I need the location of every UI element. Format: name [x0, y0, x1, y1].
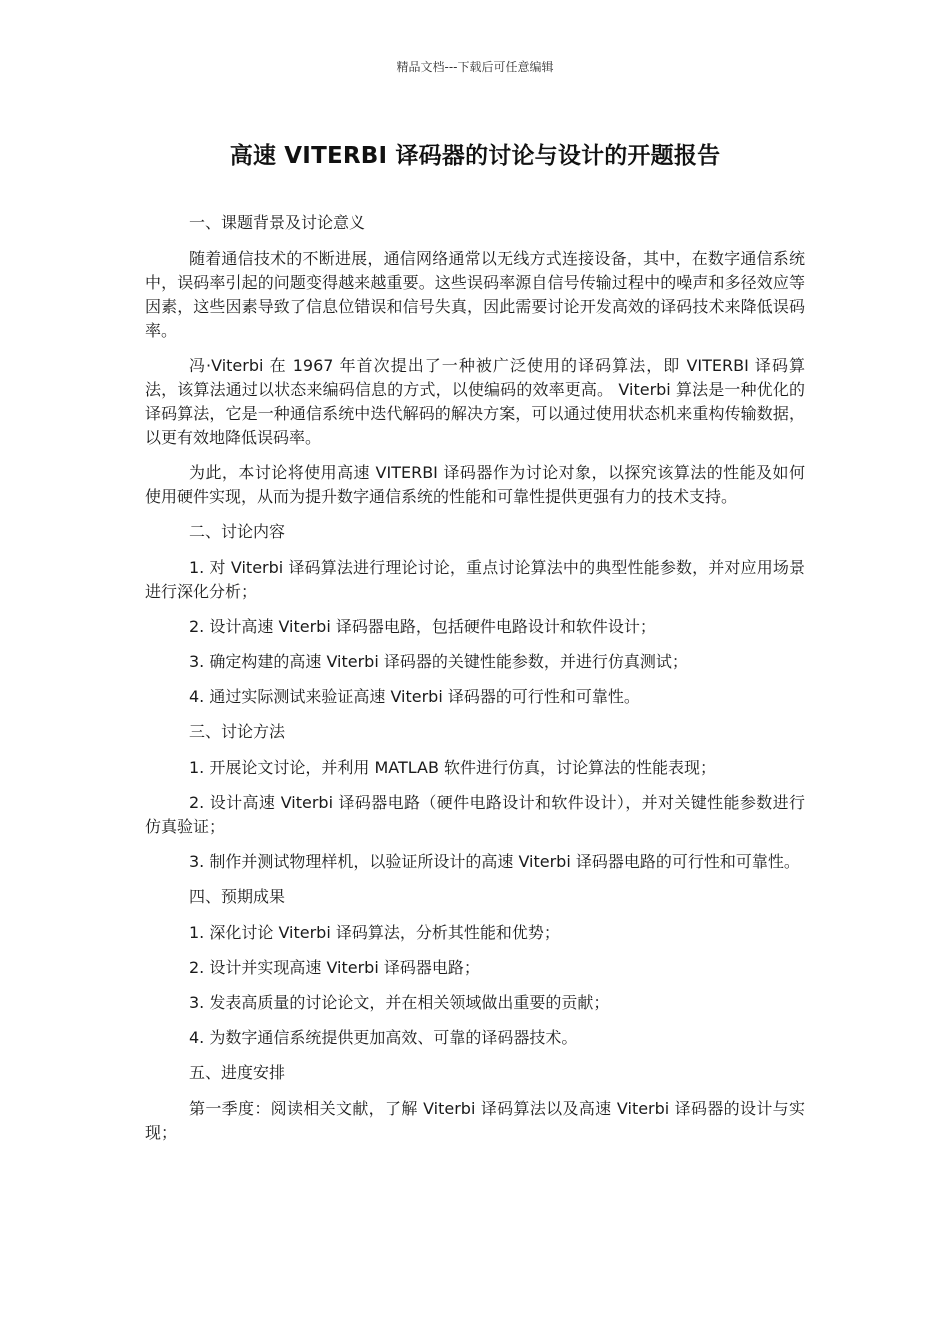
- list-item-method-2: 2. 设计高速 Viterbi 译码器电路（硬件电路设计和软件设计），并对关键性能参数进行仿真验证；: [145, 793, 805, 836]
- section-heading-schedule: 五、进度安排: [189, 1063, 286, 1082]
- paragraph-background-3: 为此，本讨论将使用高速 VITERBI 译码器作为讨论对象，以探究该算法的性能及如何使用硬件实现，从而为提升数字通信系统的性能和可靠性提供更强有力的技术支持。: [145, 463, 805, 506]
- section-heading-content: 二、讨论内容: [189, 522, 286, 541]
- list-item-method-3: 3. 制作并测试物理样机，以验证所设计的高速 Viterbi 译码器电路的可行性和可靠性。: [189, 852, 800, 871]
- list-item-content-2: 2. 设计高速 Viterbi 译码器电路，包括硬件电路设计和软件设计；: [189, 617, 656, 636]
- list-item-content-3: 3. 确定构建的高速 Viterbi 译码器的关键性能参数，并进行仿真测试；: [189, 652, 688, 671]
- section-heading-outcomes: 四、预期成果: [189, 887, 286, 906]
- list-item-method-1: 1. 开展论文讨论，并利用 MATLAB 软件进行仿真，讨论算法的性能表现；: [189, 758, 717, 777]
- list-item-outcome-3: 3. 发表高质量的讨论论文，并在相关领域做出重要的贡献；: [189, 993, 610, 1012]
- document-title: 高速 VITERBI 译码器的讨论与设计的开题报告: [229, 143, 721, 169]
- section-heading-method: 三、讨论方法: [189, 722, 286, 741]
- list-item-outcome-2: 2. 设计并实现高速 Viterbi 译码器电路；: [189, 958, 480, 977]
- section-heading-background: 一、课题背景及讨论意义: [189, 213, 366, 232]
- list-item-content-1: 1. 对 Viterbi 译码算法进行理论讨论，重点讨论算法中的典型性能参数，并对应用场景进行深化分析；: [145, 558, 805, 601]
- paragraph-background-2: 冯·Viterbi 在 1967 年首次提出了一种被广泛使用的译码算法，即 VITERBI 译码算法，该算法通过以状态来编码信息的方式，以使编码的效率更高。 Viterbi 算法是一种优化的译码算法，它是一种通信系统中迭代解码的解决方案，可以通过使用状态机来重构传输数据，以更有效地降低误码率。: [145, 356, 805, 447]
- page-header-note: 精品文档---下载后可任意编辑: [396, 60, 554, 74]
- document-body: [145, 211, 805, 1156]
- paragraph-schedule-1: 第一季度：阅读相关文献，了解 Viterbi 译码算法以及高速 Viterbi 译码器的设计与实现；: [145, 1099, 805, 1142]
- list-item-outcome-4: 4. 为数字通信系统提供更加高效、可靠的译码器技术。: [189, 1028, 578, 1047]
- paragraph-background-1: 随着通信技术的不断进展，通信网络通常以无线方式连接设备，其中，在数字通信系统中，误码率引起的问题变得越来越重要。这些误码率源自信号传输过程中的噪声和多径效应等因素，这些因素导致了信息位错误和信号失真，因此需要讨论开发高效的译码技术来降低误码率。: [145, 249, 805, 340]
- list-item-outcome-1: 1. 深化讨论 Viterbi 译码算法，分析其性能和优势；: [189, 923, 560, 942]
- list-item-content-4: 4. 通过实际测试来验证高速 Viterbi 译码器的可行性和可靠性。: [189, 687, 640, 706]
